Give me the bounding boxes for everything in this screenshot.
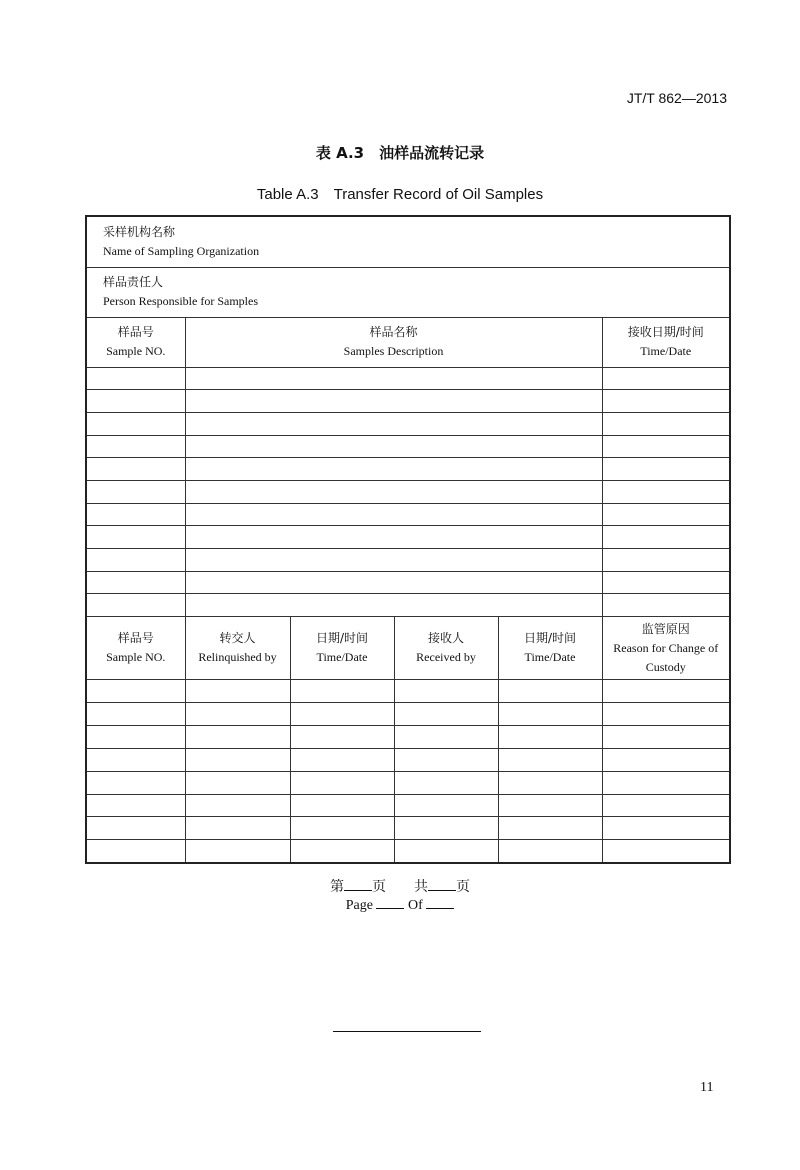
sample-row [86,458,730,481]
sample-row [86,571,730,594]
transfer-cell[interactable] [86,840,185,863]
sample-no-cell[interactable] [86,594,185,617]
org-row [86,216,730,267]
transfer-record-table [85,215,731,864]
description-cell[interactable] [185,458,602,481]
transfer-header-cell [394,617,498,680]
transfer-cell[interactable] [86,702,185,725]
header-cn: 日期/时间 [523,631,577,646]
header-cn: 日期/时间 [315,631,369,646]
footnote-rule [333,1031,481,1032]
transfer-cell[interactable] [498,840,602,863]
transfer-cell[interactable] [86,794,185,817]
sample-no-cell[interactable] [86,480,185,503]
sample-no-cell[interactable] [86,435,185,458]
transfer-header-row [86,617,730,680]
header-en: Relinquished by [198,650,277,665]
transfer-cell[interactable] [602,725,730,748]
receive-date-cell[interactable] [602,480,730,503]
header-cn: 样品号 [117,631,154,646]
description-cell[interactable] [185,367,602,390]
transfer-cell[interactable] [86,725,185,748]
header-en: Time/Date [524,650,576,665]
transfer-cell[interactable] [498,680,602,703]
sample-row [86,435,730,458]
transfer-cell[interactable] [185,817,290,840]
person-row [86,267,730,317]
label: 第 [330,879,344,895]
receive-date-cell[interactable] [602,549,730,572]
transfer-cell[interactable] [185,840,290,863]
header-en: Received by [416,650,476,665]
page-number: 11 [700,1080,714,1095]
transfer-cell[interactable] [86,748,185,771]
header-en: Samples Description [343,344,444,358]
receive-date-cell[interactable] [602,458,730,481]
sample-row [86,480,730,503]
label: Of [407,898,423,913]
transfer-cell[interactable] [498,748,602,771]
sample-no-cell[interactable] [86,458,185,481]
header-en: Time/Date [316,650,368,665]
transfer-row [86,840,730,863]
transfer-row [86,680,730,703]
transfer-cell[interactable] [185,725,290,748]
sample-no-cell[interactable] [86,526,185,549]
person-label-en: Person Responsible for Samples [103,294,258,308]
transfer-cell[interactable] [602,771,730,794]
transfer-header-cell [602,617,730,680]
table-title-en: Table A.3 Transfer Record of Oil Samples [256,186,544,203]
label: 页 [456,879,470,895]
label: Page [345,898,373,913]
transfer-header-cell [185,617,290,680]
table-title-cn: 表 A.3 油样品流转记录 [315,144,485,162]
transfer-cell[interactable] [290,702,394,725]
transfer-cell[interactable] [394,680,498,703]
transfer-row [86,702,730,725]
receive-date-cell[interactable] [602,435,730,458]
description-cell[interactable] [185,503,602,526]
sample-row [86,412,730,435]
receive-date-cell[interactable] [602,503,730,526]
transfer-cell[interactable] [185,680,290,703]
description-cell[interactable] [185,526,602,549]
header-en: Reason for Change of Custody [613,640,719,674]
transfer-cell[interactable] [86,771,185,794]
transfer-row [86,725,730,748]
transfer-cell[interactable] [498,817,602,840]
label: 页 共 [372,879,428,895]
page-count-cn [0,876,800,896]
transfer-cell[interactable] [290,725,394,748]
transfer-cell[interactable] [290,680,394,703]
receive-date-cell[interactable] [602,594,730,617]
description-cell[interactable] [185,480,602,503]
sample-row [86,549,730,572]
transfer-cell[interactable] [498,725,602,748]
sample-row [86,367,730,390]
receive-date-cell[interactable] [602,526,730,549]
header-receive-date [602,317,730,367]
receive-date-cell[interactable] [602,571,730,594]
transfer-row [86,817,730,840]
header-sample-no [86,317,185,367]
transfer-header-cell [290,617,394,680]
sample-header-row [86,317,730,367]
sample-no-cell[interactable] [86,412,185,435]
header-en: Sample NO. [106,344,166,358]
transfer-row [86,794,730,817]
transfer-cell[interactable] [394,748,498,771]
sample-row [86,503,730,526]
header-cn: 接收日期/时间 [627,325,704,339]
sample-no-cell[interactable] [86,571,185,594]
person-field[interactable] [86,267,730,317]
org-label-cn: 采样机构名称 [103,224,176,239]
transfer-cell[interactable] [394,771,498,794]
header-cn: 样品名称 [369,325,418,339]
org-field[interactable] [86,216,730,267]
page-count-en [0,898,800,914]
sample-row [86,594,730,617]
header-en: Time/Date [640,344,692,358]
transfer-header-cell [498,617,602,680]
transfer-cell[interactable] [602,702,730,725]
transfer-header-cell [86,617,185,680]
header-description [185,317,602,367]
header-cn: 监管原因 [641,621,690,636]
header-cn: 接收人 [427,631,464,646]
person-label-cn: 样品责任人 [103,275,164,289]
transfer-cell[interactable] [185,748,290,771]
transfer-cell[interactable] [394,725,498,748]
sample-no-cell[interactable] [86,367,185,390]
transfer-cell[interactable] [185,771,290,794]
transfer-cell[interactable] [290,771,394,794]
sample-row [86,390,730,413]
description-cell[interactable] [185,549,602,572]
transfer-cell[interactable] [290,748,394,771]
transfer-cell[interactable] [602,817,730,840]
transfer-cell[interactable] [394,840,498,863]
transfer-cell[interactable] [498,771,602,794]
standard-number: JT/T 862—2013 [626,90,727,106]
description-cell[interactable] [185,594,602,617]
transfer-cell[interactable] [498,702,602,725]
transfer-cell[interactable] [602,794,730,817]
receive-date-cell[interactable] [602,412,730,435]
sample-no-cell[interactable] [86,549,185,572]
description-cell[interactable] [185,435,602,458]
receive-date-cell[interactable] [602,367,730,390]
receive-date-cell[interactable] [602,390,730,413]
description-cell[interactable] [185,571,602,594]
transfer-cell[interactable] [602,748,730,771]
transfer-cell[interactable] [394,817,498,840]
transfer-cell[interactable] [602,840,730,863]
sample-no-cell[interactable] [86,390,185,413]
transfer-cell[interactable] [290,794,394,817]
sample-row [86,526,730,549]
description-cell[interactable] [185,412,602,435]
transfer-row [86,771,730,794]
header-cn: 转交人 [219,631,256,646]
transfer-cell[interactable] [394,702,498,725]
transfer-cell[interactable] [498,794,602,817]
transfer-cell[interactable] [86,817,185,840]
header-cn: 样品号 [117,325,154,339]
org-label-en: Name of Sampling Organization [103,243,260,258]
sample-no-cell[interactable] [86,503,185,526]
transfer-cell[interactable] [394,794,498,817]
header-en: Sample NO. [106,650,166,665]
transfer-cell[interactable] [290,840,394,863]
transfer-cell[interactable] [185,794,290,817]
transfer-cell[interactable] [86,680,185,703]
transfer-cell[interactable] [602,680,730,703]
description-cell[interactable] [185,390,602,413]
transfer-row [86,748,730,771]
transfer-cell[interactable] [290,817,394,840]
transfer-cell[interactable] [185,702,290,725]
